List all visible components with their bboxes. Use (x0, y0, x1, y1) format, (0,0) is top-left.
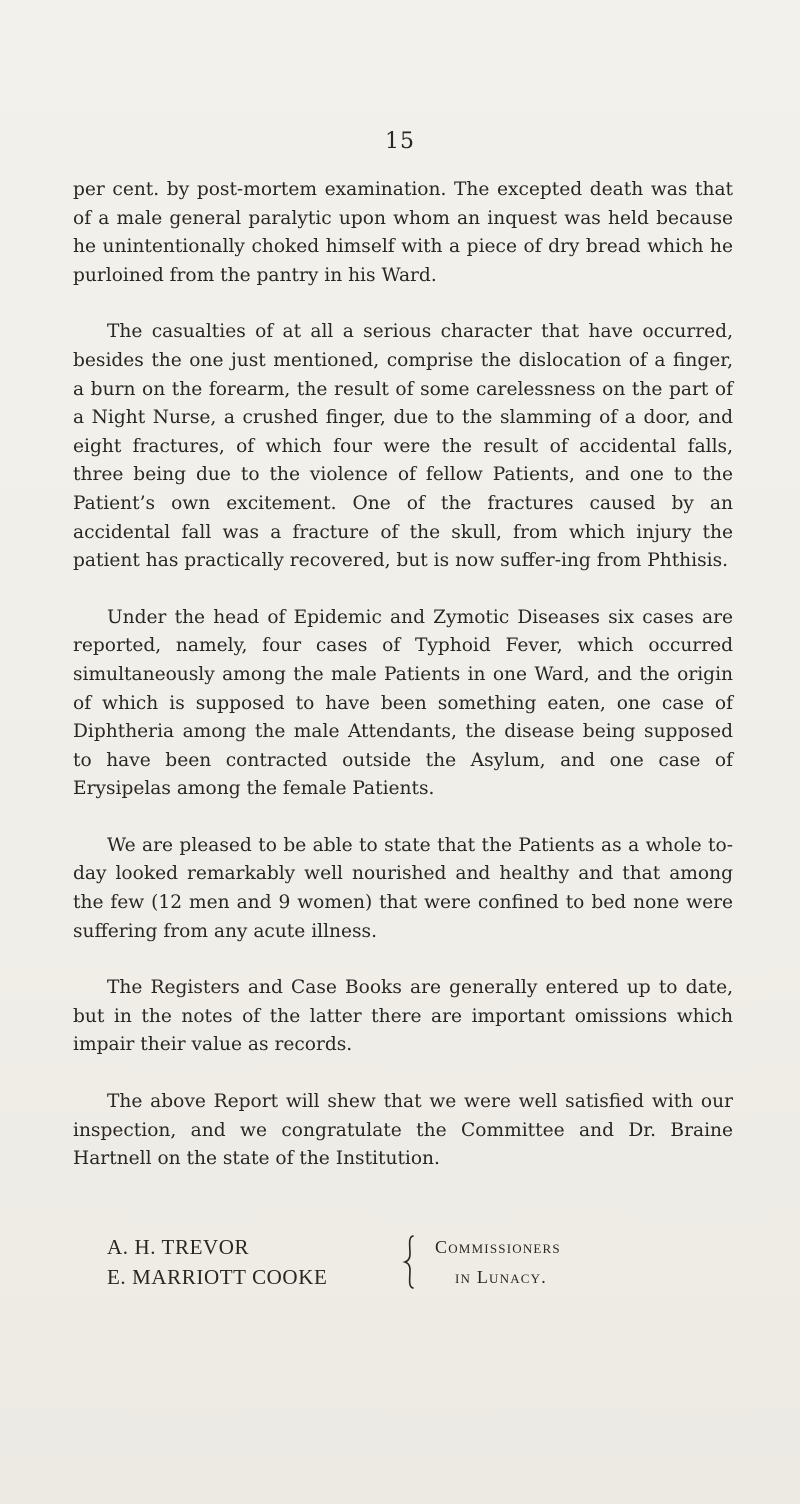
paragraph-postmortem: per cent. by post-mortem examination. The excepted death was that of a male general paralytic upon whom an inquest was held because he unintentionally choked himself with a piece of dry bread which he purloined from the pantry in his Ward. (73, 179, 733, 286)
page-number: 15 (385, 129, 415, 154)
paragraph-epidemic-diseases: Under the head of Epidemic and Zymotic Diseases six cases are reported, namely, four cases of Typhoid Fever, which occurred simultaneously among the male Patients in one Ward, and the origin of which is supposed to have been something eaten, one case of Diphtheria among the male Attendants, the disease being supposed to have been contracted outside the Asylum, and one case of Erysipelas among the female Patients. (73, 606, 733, 800)
signatory-name: A. H. TREVOR (107, 1235, 250, 1259)
brace-icon (402, 1234, 420, 1290)
title-line-commissioners: Commissioners (435, 1237, 561, 1257)
paragraph-registers: The Registers and Case Books are generally entered up to date, but in the notes of the latter there are important omissions which impair their value as records. (73, 977, 733, 1056)
report-body (73, 176, 733, 1202)
signatory-names (107, 1232, 327, 1292)
signature-block (107, 1232, 727, 1302)
paragraph-patients-health: We are pleased to be able to state that the Patients as a whole to-day looked remarkably well nourished and healthy and that among the few (12 men and 9 women) that were confined to bed none were suffering from any acute illness. (73, 834, 733, 942)
title-line-lunacy: in Lunacy. (455, 1267, 547, 1287)
paragraph-casualties: The casualties of at all a serious character that have occurred, besides the one just mentioned, comprise the dislocation of a finger, a burn on the forearm, the result of some carelessness on the part of a Night Nurse, a crushed finger, due to the slamming of a door, and eight fractures, of which four were the result of accidental falls, three being due to the violence of fellow Patients, and one to the Patient’s own excitement. One of the fractures caused by an accidental fall was a fracture of the skull, from which injury the patient has practically recovered, but is now suffer-ing from Phthisis. (73, 321, 733, 572)
paragraph-conclusion: The above Report will shew that we were well satisfied with our inspection, and we congratulate the Committee and Dr. Braine Hartnell on the state of the Institution. (73, 1091, 733, 1170)
signatory-name: E. MARRIOTT COOKE (107, 1265, 328, 1289)
signatory-title (435, 1232, 561, 1292)
